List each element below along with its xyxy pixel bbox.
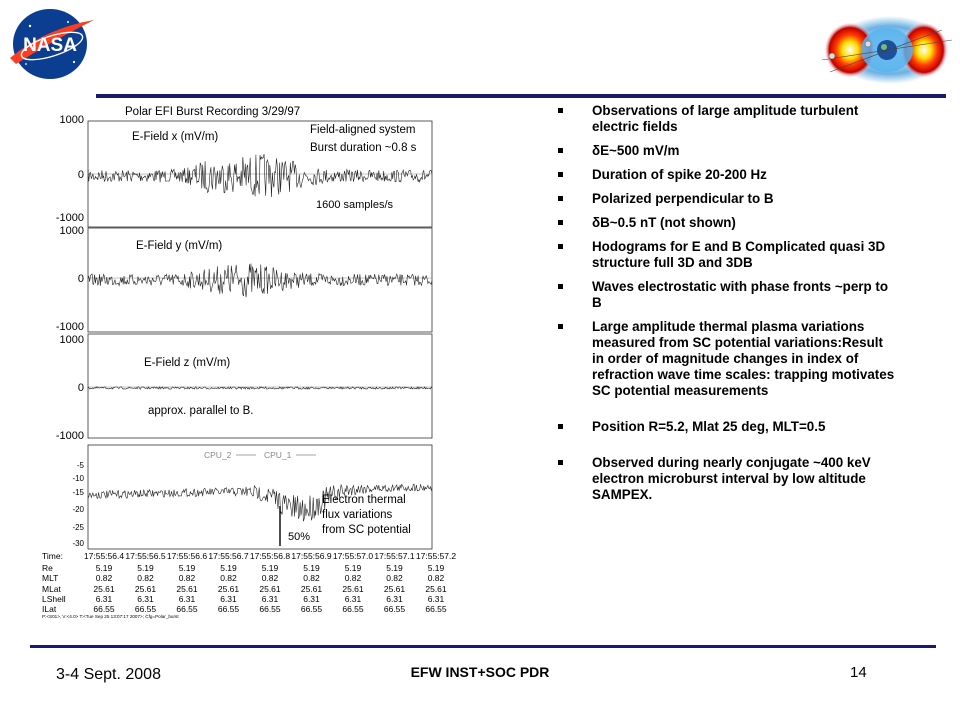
table-cell: 17:55:56.4 xyxy=(83,551,125,561)
table-cell: 66.55 xyxy=(425,604,447,614)
footer-rule xyxy=(30,645,936,648)
table-footnote: P:<S01>, V:<4.0> T:<Tue Sep 25 13:07:17 2007>; Cfg=Polar_burst xyxy=(42,614,179,619)
table-cell: 66.55 xyxy=(134,604,157,614)
efi-burst-figure xyxy=(40,100,457,625)
table-row-label: Re xyxy=(42,563,53,573)
table-cell: 0.82 xyxy=(220,573,237,583)
panel-2-tick-1: 0 xyxy=(77,273,84,285)
table-cell: 17:55:57.2 xyxy=(415,551,457,561)
panel-4-scale-label: 50% xyxy=(288,531,311,543)
header-rule xyxy=(96,94,946,98)
panel-4-tick-5: -30 xyxy=(72,539,84,548)
trace-efield-x xyxy=(88,154,432,197)
panel-1-note-0: Field-aligned system xyxy=(310,124,416,136)
panel-4-tick-2: -15 xyxy=(72,488,84,497)
table-cell: 66.55 xyxy=(300,604,323,614)
table-cell: 5.19 xyxy=(137,563,154,573)
bullet-list xyxy=(556,103,896,511)
table-cell: 17:55:56.6 xyxy=(166,551,208,561)
table-cell: 66.55 xyxy=(217,604,240,614)
panel-4-legend-1: CPU_1 xyxy=(264,450,292,460)
footer-date: 3-4 Sept. 2008 xyxy=(56,666,161,683)
bullet-item: δB~0.5 nT (not shown) xyxy=(556,215,896,231)
table-cell: 25.61 xyxy=(176,584,198,594)
table-cell: 5.19 xyxy=(303,563,320,573)
table-cell: 17:55:56.5 xyxy=(125,551,166,561)
panel-1-tick-1: 0 xyxy=(77,169,84,181)
table-cell: 5.19 xyxy=(220,563,237,573)
table-row-label: MLT xyxy=(42,573,59,583)
bullet-item: Polarized perpendicular to B xyxy=(556,191,896,207)
panel-4-legend-0: CPU_2 xyxy=(204,450,232,460)
table-cell: 0.82 xyxy=(137,573,154,583)
table-row-label: Time: xyxy=(42,551,63,561)
bullet-item: Observed during nearly conjugate ~400 keV electron microburst interval by low altitude SAMPEX. xyxy=(556,455,896,503)
table-cell: 6.31 xyxy=(261,594,279,604)
panel-3-label: E-Field z (mV/m) xyxy=(144,357,231,369)
panel-1-tick-0: 1000 xyxy=(59,114,84,126)
bullet-item: Observations of large amplitude turbulent electric fields xyxy=(556,103,896,135)
table-cell: 6.31 xyxy=(178,594,196,604)
panel-3-tick-0: 1000 xyxy=(59,334,84,346)
panel-1-note-1: Burst duration ~0.8 s xyxy=(310,142,417,154)
table-cell: 25.61 xyxy=(93,584,115,594)
table-cell: 5.19 xyxy=(427,563,445,573)
panel-efield-y xyxy=(56,225,432,333)
panel-4-note-0: Electron thermal xyxy=(322,494,406,506)
table-cell: 6.31 xyxy=(95,594,113,604)
table-cell: 6.31 xyxy=(220,594,237,604)
panel-3-tick-1: 0 xyxy=(77,382,84,394)
panel-1-tick-2: -1000 xyxy=(55,212,84,224)
bullet-item: Hodograms for E and B Complicated quasi 3D structure full 3D and 3DB xyxy=(556,239,896,271)
table-cell: 25.61 xyxy=(134,584,157,594)
table-cell: 66.55 xyxy=(259,604,281,614)
table-cell: 17:55:56.8 xyxy=(249,551,291,561)
table-cell: 5.19 xyxy=(95,563,113,573)
table-cell: 25.61 xyxy=(425,584,447,594)
table-cell: 17:55:57.1 xyxy=(374,551,415,561)
bullet-item: δE~500 mV/m xyxy=(556,143,896,159)
table-cell: 6.31 xyxy=(344,594,362,604)
table-cell: 66.55 xyxy=(342,604,364,614)
table-cell: 25.61 xyxy=(217,584,240,594)
panel-efield-z xyxy=(56,334,432,442)
table-cell: 17:55:56.7 xyxy=(208,551,249,561)
panel-2-label: E-Field y (mV/m) xyxy=(136,240,223,252)
bullet-item: Duration of spike 20-200 Hz xyxy=(556,167,896,183)
panel-4-note-1: flux variations xyxy=(322,509,393,521)
panel-efield-x xyxy=(56,114,432,227)
table-cell: 0.82 xyxy=(95,573,113,583)
table-cell: 66.55 xyxy=(93,604,115,614)
table-cell: 17:55:56.9 xyxy=(291,551,332,561)
panel-1-note-2: 1600 samples/s xyxy=(316,199,394,211)
radiation-belts-image xyxy=(812,10,952,88)
panel-4-note-2: from SC potential xyxy=(322,524,411,536)
panel-3-note-0: approx. parallel to B. xyxy=(148,405,254,417)
table-cell: 0.82 xyxy=(386,573,403,583)
table-cell: 25.61 xyxy=(342,584,364,594)
panel-4-tick-1: -10 xyxy=(72,474,84,483)
nasa-logo-text: NASA xyxy=(23,35,77,56)
table-row-label: MLat xyxy=(42,584,61,594)
table-cell: 5.19 xyxy=(386,563,403,573)
panel-4-tick-4: -25 xyxy=(72,523,84,532)
panel-4-tick-0: -5 xyxy=(76,461,84,470)
table-cell: 0.82 xyxy=(303,573,320,583)
panel-4-tick-3: -20 xyxy=(72,505,84,514)
ephemeris-table xyxy=(42,551,456,614)
figure-title: Polar EFI Burst Recording 3/29/97 xyxy=(125,106,301,118)
table-row-label: ILat xyxy=(42,604,57,614)
bullet-item: Position R=5.2, Mlat 25 deg, MLT=0.5 xyxy=(556,419,896,435)
table-cell: 5.19 xyxy=(344,563,362,573)
bullet-item: Waves electrostatic with phase fronts ~perp to B xyxy=(556,279,896,311)
table-cell: 25.61 xyxy=(259,584,281,594)
table-cell: 6.31 xyxy=(303,594,320,604)
footer-title: EFW INST+SOC PDR xyxy=(410,664,550,680)
table-cell: 5.19 xyxy=(178,563,196,573)
table-cell: 0.82 xyxy=(178,573,196,583)
page-number: 14 xyxy=(850,664,867,681)
table-cell: 6.31 xyxy=(386,594,403,604)
table-row-label: LShell xyxy=(42,594,66,604)
table-cell: 25.61 xyxy=(383,584,406,594)
table-cell: 0.82 xyxy=(344,573,362,583)
table-cell: 5.19 xyxy=(261,563,279,573)
table-cell: 6.31 xyxy=(427,594,445,604)
table-cell: 6.31 xyxy=(137,594,154,604)
table-cell: 0.82 xyxy=(427,573,445,583)
panel-2-tick-0: 1000 xyxy=(59,225,84,237)
panel-2-tick-2: -1000 xyxy=(55,321,84,333)
panel-1-label: E-Field x (mV/m) xyxy=(132,131,219,143)
panel-3-tick-2: -1000 xyxy=(55,430,84,442)
table-cell: 66.55 xyxy=(176,604,198,614)
panel-sc-potential xyxy=(72,445,432,549)
nasa-logo xyxy=(6,6,96,82)
table-cell: 25.61 xyxy=(300,584,323,594)
table-cell: 17:55:57.0 xyxy=(332,551,374,561)
table-cell: 0.82 xyxy=(261,573,279,583)
trace-efield-y xyxy=(88,264,432,298)
bullet-item: Large amplitude thermal plasma variations measured from SC potential variations:Result in order of magnitude changes in index of refraction wave time scales: trapping motivates SC potential measurements xyxy=(556,319,896,399)
table-cell: 66.55 xyxy=(383,604,406,614)
